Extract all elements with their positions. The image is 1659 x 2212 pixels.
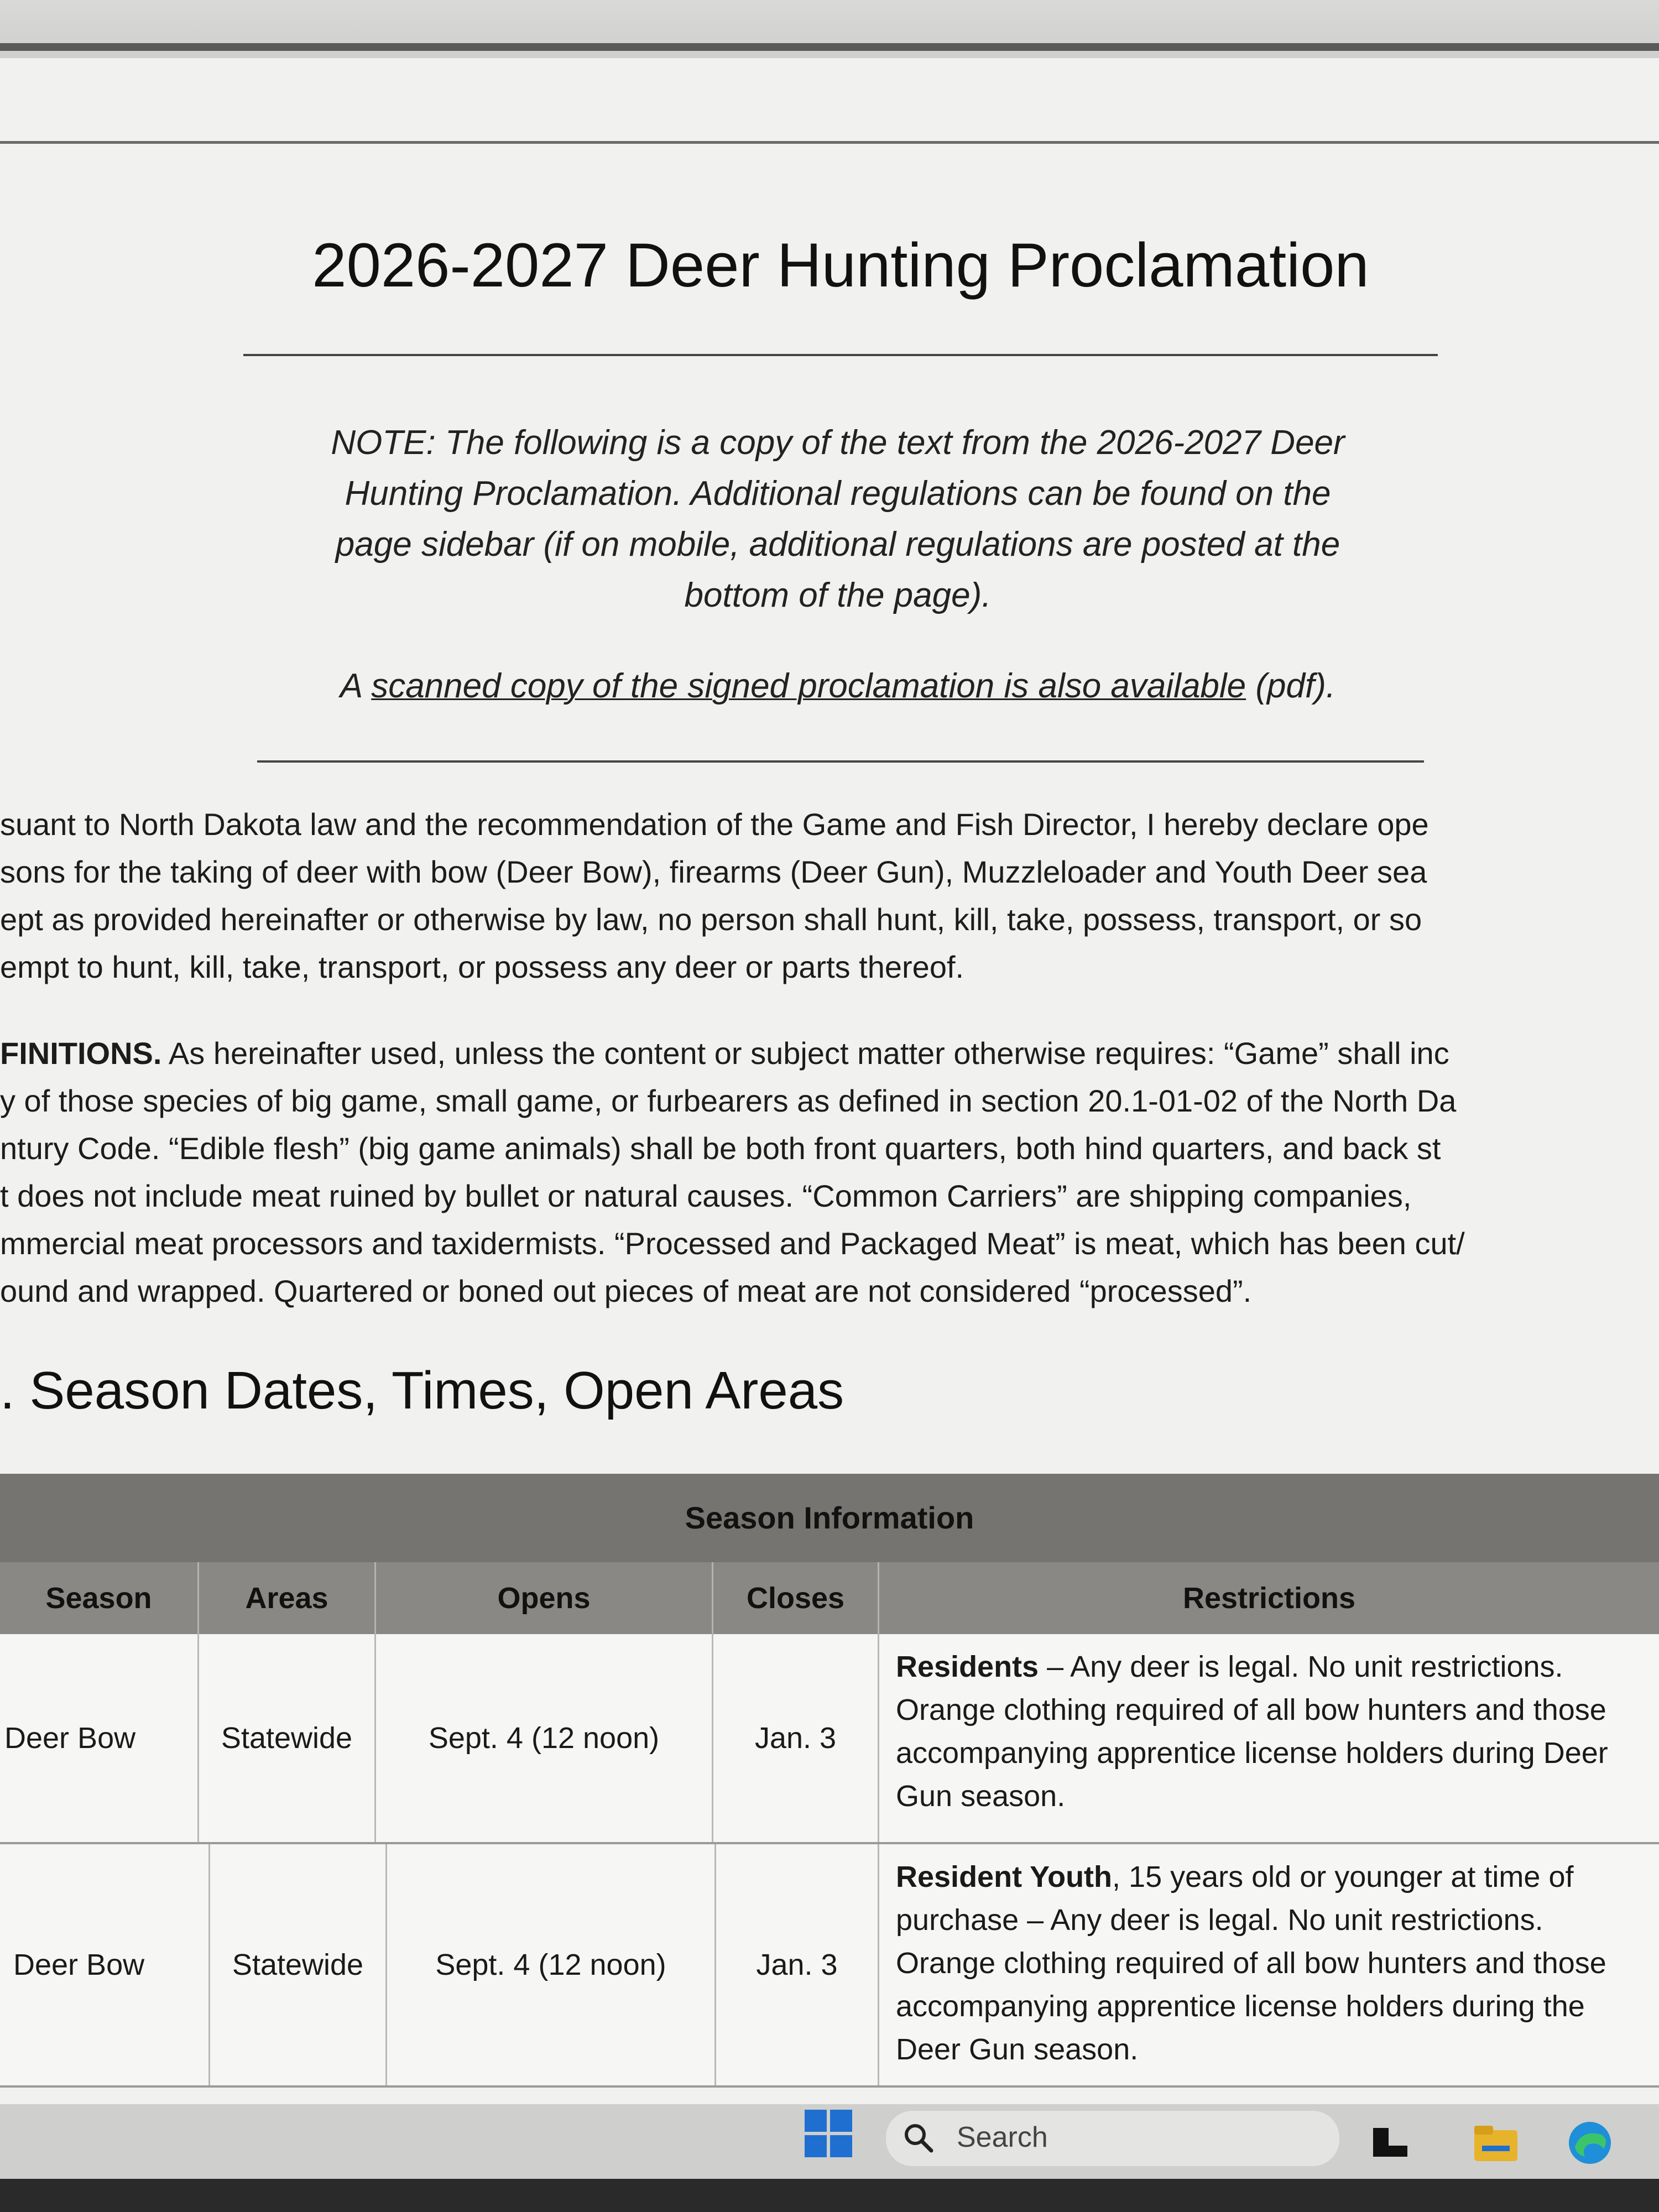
cell-areas: Statewide xyxy=(210,1844,387,2085)
browser-top-band xyxy=(0,0,1659,58)
col-header-areas: Areas xyxy=(199,1562,376,1634)
definitions-line: ntury Code. “Edible flesh” (big game animals) shall be both front quarters, both hind quarters, and back st xyxy=(0,1131,1441,1166)
note-divider xyxy=(257,760,1424,763)
col-header-restrictions: Restrictions xyxy=(1182,1582,1356,1615)
cell-opens: Sept. 4 (12 noon) xyxy=(376,1634,713,1842)
title-divider xyxy=(243,354,1438,356)
search-icon xyxy=(901,2121,935,2154)
definitions-line: ound and wrapped. Quartered or boned out pieces of meat are not considered “processed”. xyxy=(0,1274,1252,1308)
intro-line: suant to North Dakota law and the recommendation of the Game and Fish Director, I hereby declare ope xyxy=(0,807,1429,842)
definitions-heading: FINITIONS. xyxy=(0,1036,162,1071)
note-line: page sidebar (if on mobile, additional regulations are posted at the xyxy=(335,525,1340,564)
table-row xyxy=(0,1844,1659,2088)
scanned-copy-line xyxy=(288,661,1388,712)
note-block xyxy=(288,418,1388,621)
intro-paragraph xyxy=(0,801,1659,991)
intro-line: empt to hunt, kill, take, transport, or possess any deer or parts thereof. xyxy=(0,950,964,984)
file-explorer-icon[interactable] xyxy=(1471,2118,1521,2168)
edge-browser-icon[interactable] xyxy=(1565,2118,1615,2168)
browser-divider xyxy=(0,43,1659,51)
season-table xyxy=(0,1474,1659,2066)
section-heading: . Season Dates, Times, Open Areas xyxy=(0,1361,844,1420)
cell-closes: Jan. 3 xyxy=(713,1634,879,1842)
restrictions-bold: Residents xyxy=(896,1650,1039,1683)
definitions-line: mmercial meat processors and taxidermists. “Processed and Packaged Meat” is meat, which has been cut/ xyxy=(0,1226,1465,1261)
intro-line: ept as provided hereinafter or otherwise by law, no person shall hunt, kill, take, possess, transport, or so xyxy=(0,902,1422,937)
definitions-line: y of those species of big game, small game, or furbearers as defined in section 20.1-01-02 of the North Da xyxy=(0,1083,1457,1118)
cell-season: Deer Bow xyxy=(0,1634,199,1842)
cell-restrictions xyxy=(879,1634,1659,1842)
table-row xyxy=(0,1634,1659,1844)
table-caption: Season Information xyxy=(0,1474,1659,1562)
intro-line: sons for the taking of deer with bow (Deer Bow), firearms (Deer Gun), Muzzleloader and Youth Deer sea xyxy=(0,854,1427,889)
restrictions-text: – Any deer is legal. No unit restrictions. Orange clothing required of all bow hunters and those accompanying apprentice license holders during Deer Gun season. xyxy=(896,1650,1608,1813)
col-header-closes: Closes xyxy=(713,1562,879,1634)
scanned-proclamation-link[interactable]: scanned copy of the signed proclamation is also available xyxy=(371,667,1246,705)
col-header-opens: Opens xyxy=(376,1562,713,1634)
definitions-line: As hereinafter used, unless the content or subject matter otherwise requires: “Game” shall inc xyxy=(161,1036,1449,1071)
note-line: Hunting Proclamation. Additional regulations can be found on the xyxy=(345,474,1331,513)
col-header-season: Season xyxy=(0,1562,199,1634)
scanned-prefix: A xyxy=(340,667,372,705)
table-header-row xyxy=(0,1562,1659,1634)
windows-start-icon[interactable] xyxy=(805,2110,853,2158)
taskbar-search-input[interactable] xyxy=(885,2110,1340,2167)
cell-closes: Jan. 3 xyxy=(716,1844,879,2085)
page-title: 2026-2027 Deer Hunting Proclamation xyxy=(312,231,1369,300)
definitions-paragraph xyxy=(0,1030,1659,1315)
restrictions-bold: Resident Youth xyxy=(896,1860,1113,1893)
note-line: bottom of the page). xyxy=(684,576,992,614)
scanned-suffix: (pdf). xyxy=(1246,667,1336,705)
task-view-icon[interactable] xyxy=(1369,2118,1418,2168)
monitor-bezel xyxy=(0,2179,1659,2212)
cell-areas: Statewide xyxy=(199,1634,376,1842)
note-line: NOTE: The following is a copy of the text from the 2026-2027 Deer xyxy=(331,424,1345,462)
taskbar-search-label: Search xyxy=(957,2121,1048,2153)
cell-opens: Sept. 4 (12 noon) xyxy=(387,1844,716,2085)
cell-restrictions xyxy=(879,1844,1659,2085)
definitions-line: t does not include meat ruined by bullet or natural causes. “Common Carriers” are shipping companies, xyxy=(0,1178,1412,1213)
cell-season: Deer Bow xyxy=(0,1844,210,2085)
header-divider xyxy=(0,141,1659,144)
restrictions-text: , 15 years old or younger at time of purchase – Any deer is legal. No unit restrictions. Orange clothing required of all bow hunters and those accompanying apprentice license holders during the Deer Gun season. xyxy=(896,1860,1606,2066)
